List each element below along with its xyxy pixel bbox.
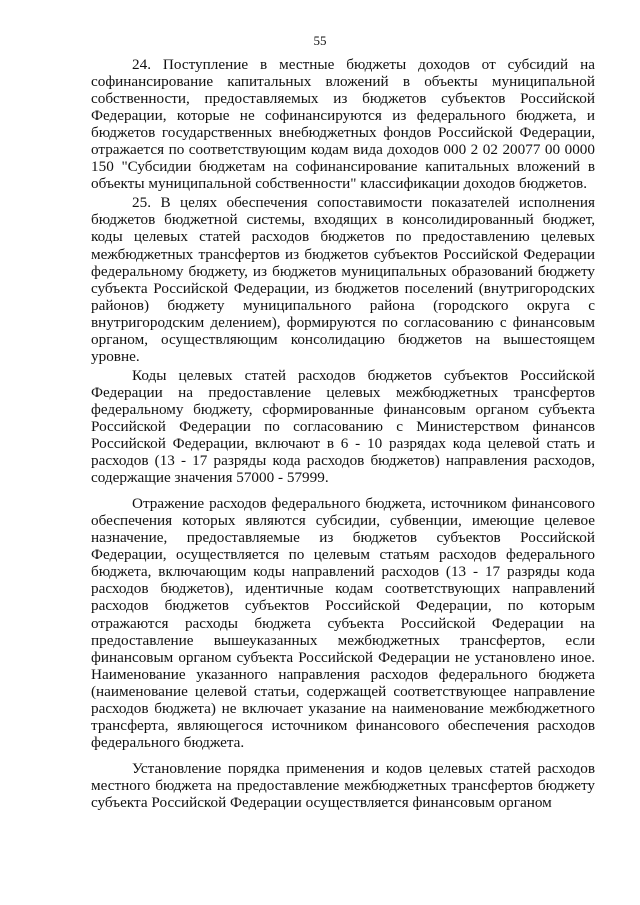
paragraph-item-25: 25. В целях обеспечения сопоставимости показателей исполнения бюджетов бюджетной системы, входящих в консолидированный бюджет, коды целевых статей расходов бюджетов по предоставлению целевых межбюджетных трансфертов из бюджетов субъектов Российской Федерации федеральному бюджету, из бюджетов муниципальных образований бюджету субъекта Российской Федерации, из бюджетов поселений (внутригородских районов) бюджету муниципального района (городского округа с внутригородским делением), формируются по согласованию с финансовым органом, осуществляющим консолидацию бюджетов на вышестоящем уровне. — [91, 194, 595, 365]
paragraph-federal-expenses: Отражение расходов федерального бюджета, источником финансового обеспечения которых являются субсидии, субвенции, имеющие целевое назначение, предоставляемые из бюджетов субъектов Российской Федерации, осуществляется по целевым статьям расходов федерального бюджета, включающим коды направлений расходов (13 - 17 разряды кода расходов бюджетов), идентичные кодам соответствующих направлений расходов бюджетов субъектов Российской Федерации, по которым отражаются расходы бюджета субъекта Российской Федерации на предоставление вышеуказанных межбюджетных трансфертов, если финансовым органом субъекта Российской Федерации не установлено иное. Наименование указанного направления расходов федерального бюджета (наименование целевой статьи, содержащей соответствующее направление расходов бюджета) не включает указание на наименование межбюджетного трансферта, являющегося источником финансового обеспечения расходов федерального бюджета. — [91, 495, 595, 751]
paragraph-target-codes: Коды целевых статей расходов бюджетов субъектов Российской Федерации на предоставление целевых межбюджетных трансфертов федеральному бюджету, сформированные финансовым органом субъекта Российской Федерации по согласованию с Министерством финансов Российской Федерации, включают в 6 - 10 разрядах кода целевой стать и расходов (13 - 17 разряды кода расходов бюджетов) направления расходов, содержащие значения 57000 - 57999. — [91, 366, 595, 487]
page-number: 55 — [313, 33, 327, 48]
document-body — [91, 56, 595, 811]
paragraph-local-budget: Установление порядка применения и кодов целевых статей расходов местного бюджета на предоставление межбюджетных трансфертов бюджету субъекта Российской Федерации осуществляется финансовым органом — [91, 759, 595, 811]
paragraph-item-24: 24. Поступление в местные бюджеты доходов от субсидий на софинансирование капитальных вложений в объекты муниципальной собственности, предоставляемых из бюджетов субъектов Российской Федерации, которые не софинансируются из федерального бюджета, и бюджетов государственных внебюджетных фондов Российской Федерации, отражается по соответствующим кодам вида доходов 000 2 02 20077 00 0000 150 "Субсидии бюджетам на софинансирование капитальных вложений в объекты муниципальной собственности" классификации доходов бюджетов. — [91, 56, 595, 193]
